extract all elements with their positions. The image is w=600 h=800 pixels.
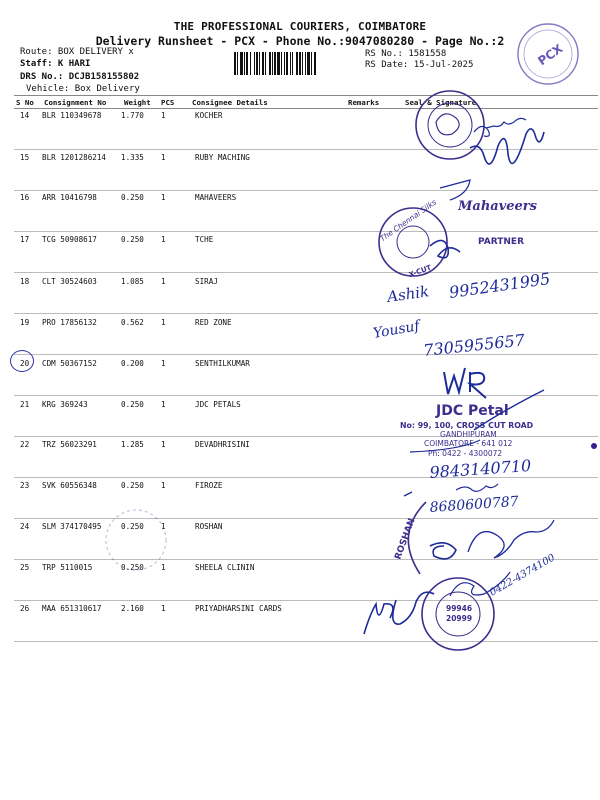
cell-cn: TRP 5110015 xyxy=(42,563,93,572)
cell-cn: SLM 374170495 xyxy=(42,522,102,531)
barcode-bar xyxy=(302,52,303,75)
barcode-bar xyxy=(314,52,316,75)
barcode-bar xyxy=(259,52,260,75)
table-row xyxy=(14,563,598,577)
cell-sno: 25 xyxy=(20,563,30,572)
vehicle-label: Vehicle: Box Delivery xyxy=(26,84,140,94)
partner-stamp-text: PARTNER xyxy=(478,237,525,247)
row-separator xyxy=(14,436,598,437)
svg-text:Mahaveers: Mahaveers xyxy=(458,199,537,214)
barcode-bar xyxy=(272,52,273,75)
table-row xyxy=(14,522,598,536)
cell-sno: 21 xyxy=(20,400,30,409)
cell-pcs: 1 xyxy=(161,563,166,572)
table-header-row xyxy=(14,96,598,108)
row-separator xyxy=(14,354,598,355)
barcode-bar xyxy=(292,52,293,75)
cell-name: MAHAVEERS xyxy=(195,193,237,202)
cell-cn: CLT 30524603 xyxy=(42,277,97,286)
cell-name: FIROZE xyxy=(195,481,223,490)
cell-pcs: 1 xyxy=(161,111,166,120)
row-separator xyxy=(14,313,598,314)
barcode-bar xyxy=(284,52,285,75)
cell-name: KOCHER xyxy=(195,111,223,120)
document-title: THE PROFESSIONAL COURIERS, COIMBATORE xyxy=(173,20,427,33)
barcode-image xyxy=(234,52,358,75)
table-row xyxy=(14,604,598,618)
row-separator xyxy=(14,231,598,232)
barcode-bar xyxy=(250,52,251,75)
cell-name: TCHE xyxy=(195,235,214,244)
barcode-bar xyxy=(296,52,298,75)
table-row xyxy=(14,440,598,454)
row-separator xyxy=(14,518,598,519)
cell-pcs: 1 xyxy=(161,277,166,286)
pcx-stamp-text: PCX xyxy=(535,41,566,69)
barcode-bar xyxy=(274,52,276,75)
row-separator xyxy=(14,600,598,601)
row-separator xyxy=(14,641,598,642)
barcode-bar xyxy=(265,52,266,75)
cell-wt: 1.770 xyxy=(121,111,144,120)
cell-sno: 17 xyxy=(20,235,30,244)
drs-number: DRS No.: DCJB158155802 xyxy=(20,72,140,82)
svg-text:The Chennai Silks: The Chennai Silks xyxy=(378,197,438,244)
barcode-bar xyxy=(269,52,271,75)
table-row xyxy=(14,193,598,207)
row-separator xyxy=(14,477,598,478)
cell-cn: CDM 50367152 xyxy=(42,359,97,368)
handwritten-phone-1: 9952431995 xyxy=(447,268,552,302)
cell-sno: 18 xyxy=(20,277,30,286)
table-row xyxy=(14,481,598,495)
cell-name: PRIYADHARSINI CARDS xyxy=(195,604,282,613)
cell-sno: 22 xyxy=(20,440,30,449)
cell-pcs: 1 xyxy=(161,318,166,327)
cell-name: JDC PETALS xyxy=(195,400,241,409)
cell-cn: TRZ 56023291 xyxy=(42,440,97,449)
cell-pcs: 1 xyxy=(161,400,166,409)
svg-text:COIMBATORE - 641 012: COIMBATORE - 641 012 xyxy=(424,439,513,448)
cell-name: RED ZONE xyxy=(195,318,232,327)
cell-name: SIRAJ xyxy=(195,277,218,286)
barcode-bar xyxy=(240,52,243,75)
barcode-bar xyxy=(290,52,291,75)
cell-sno: 24 xyxy=(20,522,30,531)
barcode-bar xyxy=(311,52,312,75)
svg-text:No: 99, 100, CROSS CUT ROAD: No: 99, 100, CROSS CUT ROAD xyxy=(400,421,534,430)
cell-pcs: 1 xyxy=(161,153,166,162)
table-row xyxy=(14,359,598,373)
handwritten-yousuf: Yousuf xyxy=(371,318,421,342)
cell-cn: SVK 60556348 xyxy=(42,481,97,490)
barcode-bar xyxy=(254,52,255,75)
row-separator xyxy=(14,149,598,150)
svg-text:ROSHAN: ROSHAN xyxy=(393,517,418,562)
barcode-bar xyxy=(299,52,301,75)
cell-wt: 0.250 xyxy=(121,563,144,572)
barcode-bar xyxy=(305,52,306,75)
circled-row-marker xyxy=(10,350,34,372)
cell-wt: 2.160 xyxy=(121,604,144,613)
cell-pcs: 1 xyxy=(161,481,166,490)
svg-text:Ph: 0422 - 4300072: Ph: 0422 - 4300072 xyxy=(428,449,503,458)
cell-cn: ARR 10416798 xyxy=(42,193,97,202)
cell-wt: 0.200 xyxy=(121,359,144,368)
header-sno: S No xyxy=(16,98,34,107)
cell-pcs: 1 xyxy=(161,440,166,449)
table-row xyxy=(14,153,598,167)
cell-cn: BLR 110349678 xyxy=(42,111,102,120)
cell-sno: 14 xyxy=(20,111,30,120)
cell-wt: 0.250 xyxy=(121,400,144,409)
staff-label: Staff: K HARI xyxy=(20,59,91,69)
cell-cn: KRG 369243 xyxy=(42,400,88,409)
row-separator xyxy=(14,559,598,560)
svg-text:X-CUT: X-CUT xyxy=(407,263,433,280)
table-row xyxy=(14,235,598,249)
cell-name: SENTHILKUMAR xyxy=(195,359,250,368)
cell-wt: 1.335 xyxy=(121,153,144,162)
cell-pcs: 1 xyxy=(161,235,166,244)
handwritten-phone-5: 0422-4374100 xyxy=(488,552,558,599)
cell-wt: 0.250 xyxy=(121,235,144,244)
faded-stamp-mark xyxy=(106,510,166,570)
cell-cn: PRO 17856132 xyxy=(42,318,97,327)
header-consignment: Consignment No xyxy=(44,98,107,107)
cell-pcs: 1 xyxy=(161,604,166,613)
header-weight: Weight xyxy=(124,98,151,107)
cell-wt: 0.250 xyxy=(121,193,144,202)
row-separator xyxy=(14,272,598,273)
row-separator xyxy=(14,190,598,191)
cell-sno: 19 xyxy=(20,318,30,327)
table-row xyxy=(14,400,598,414)
cell-wt: 1.085 xyxy=(121,277,144,286)
header-pcs: PCS xyxy=(161,98,175,107)
cell-name: SHEELA CLININ xyxy=(195,563,255,572)
svg-text:20999: 20999 xyxy=(446,614,473,623)
rs-date: RS Date: 15-Jul-2025 xyxy=(365,60,474,70)
cell-cn: MAA 651310617 xyxy=(42,604,102,613)
table-row xyxy=(14,318,598,332)
svg-text:GANDHIPURAM: GANDHIPURAM xyxy=(440,430,497,439)
cell-wt: 0.250 xyxy=(121,522,144,531)
barcode-bar xyxy=(262,52,264,75)
handwritten-phone-2: 7305955657 xyxy=(422,330,526,360)
cell-sno: 16 xyxy=(20,193,30,202)
cell-name: RUBY MACHING xyxy=(195,153,250,162)
cell-sno: 23 xyxy=(20,481,30,490)
cell-pcs: 1 xyxy=(161,359,166,368)
document-subtitle: Delivery Runsheet - PCX - Phone No.:9047080280 - Page No.:2 xyxy=(95,34,505,48)
cell-sno: 26 xyxy=(20,604,30,613)
cell-cn: BLR 1201286214 xyxy=(42,153,107,162)
table-header-rule xyxy=(14,108,598,109)
row-separator xyxy=(14,395,598,396)
barcode-bar xyxy=(277,52,280,75)
svg-text:99946: 99946 xyxy=(446,604,473,613)
table-row xyxy=(14,111,598,125)
cell-name: DEVADHRISINI xyxy=(195,440,250,449)
route-label: Route: BOX DELIVERY x xyxy=(20,47,134,57)
cell-pcs: 1 xyxy=(161,193,166,202)
barcode-bar xyxy=(286,52,288,75)
barcode-bar xyxy=(234,52,236,75)
barcode-bar xyxy=(244,52,245,75)
rs-number: RS No.: 1581558 xyxy=(365,49,447,59)
header-consignee: Consignee Details xyxy=(192,98,268,107)
handwritten-phone-3: 9843140710 xyxy=(428,455,532,482)
cell-wt: 1.285 xyxy=(121,440,144,449)
barcode-bar xyxy=(281,52,282,75)
cell-cn: TCG 50908617 xyxy=(42,235,97,244)
handwritten-phone-4: 8680600787 xyxy=(429,493,520,516)
barcode-bar xyxy=(256,52,258,75)
barcode-bar xyxy=(246,52,248,75)
cell-pcs: 1 xyxy=(161,522,166,531)
cell-sno: 15 xyxy=(20,153,30,162)
barcode-bar xyxy=(307,52,310,75)
handwritten-ashik: Ashik xyxy=(386,282,431,306)
svg-text:JDC Petal: JDC Petal xyxy=(436,403,509,419)
cell-wt: 0.250 xyxy=(121,481,144,490)
cell-sno: 20 xyxy=(20,359,30,368)
table-row xyxy=(14,277,598,291)
header-seal: Seal & Signature xyxy=(405,98,477,107)
header-remarks: Remarks xyxy=(348,98,380,107)
cell-wt: 0.562 xyxy=(121,318,144,327)
barcode-bar xyxy=(237,52,238,75)
cell-name: ROSHAN xyxy=(195,522,223,531)
pcx-stamp xyxy=(518,24,578,84)
